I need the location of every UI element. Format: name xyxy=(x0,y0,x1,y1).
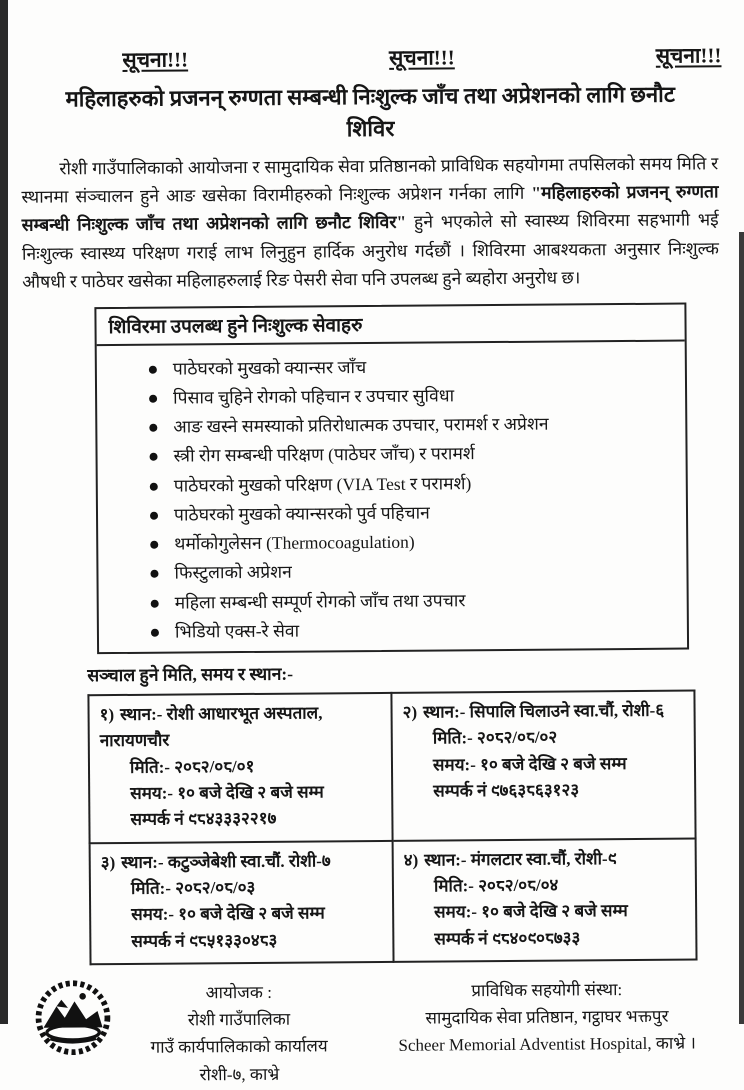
organizer-name: रोशी गाउँपालिका xyxy=(187,1009,291,1030)
entry-number: २) xyxy=(402,702,418,722)
notice-label-left: सूचना!!! xyxy=(122,47,189,72)
service-item: भिडियो एक्स-रे सेवा xyxy=(151,618,677,641)
technical-heading: प्राविधिक सहयोगी संस्था: xyxy=(471,980,623,1001)
schedule-row-2 xyxy=(90,838,697,964)
services-box xyxy=(94,302,689,654)
service-item: पाठेघरको मुखको परिक्षण (VIA Test र परामर्श) xyxy=(150,472,676,495)
page-title-line2: शिविर xyxy=(346,115,395,142)
intro-paragraph-seg1: रोशी गाउँपालिकाको आयोजना र सामुदायिक सेवा प्रतिष्ठानको प्राविधिक सहयोगमा तपसिलको समय मिति र स्थानमा संञ्चालन हुने आङ खसेका विरामीहरुको निःशुल्क अप्रेशन गर्नका लागि xyxy=(21,153,719,207)
organizer-office: गाउँ कार्यपालिकाको कार्यालय xyxy=(150,1036,328,1058)
entry-contact: सम्पर्क नं ९८४३३३२२१७ xyxy=(130,809,277,830)
entry-contact: सम्पर्क नं ९७६३८६३१२३ xyxy=(433,780,580,801)
service-item: आङ खस्ने समस्याको प्रतिरोधात्मक उपचार, परामर्श र अप्रेशन xyxy=(149,414,675,437)
service-item: स्त्री रोग सम्बन्धी परिक्षण (पाठेघर जाँच) र परामर्श xyxy=(149,443,675,466)
service-item: थर्मोकोगुलेसन (Thermocoagulation) xyxy=(150,531,676,554)
technical-partner-2: Scheer Memorial Adventist Hospital, काभ्रे । xyxy=(398,1033,696,1056)
service-item: पाठेघरको मुखको क्यान्सरको पुर्व पहिचान xyxy=(150,501,676,524)
schedule-cell-1 xyxy=(88,693,392,843)
schedule-cell-4 xyxy=(393,838,697,962)
schedule-cell-3 xyxy=(90,841,394,965)
entry-location: स्थान:- रोशी आधारभूत अस्पताल, नारायणचौर xyxy=(99,703,323,751)
technical-partner-block xyxy=(361,973,734,1087)
service-item: पिसाव चुहिने रोगको पहिचान र उपचार सुविधा xyxy=(149,384,675,407)
notice-label-center: सूचना!!! xyxy=(389,45,455,70)
entry-date: मिति:- २०८२/०८/०१ xyxy=(129,756,255,777)
page-title-line1: महिलाहरुको प्रजनन् रुग्णता सम्बन्धी निःशुल्क जाँच तथा अप्रेशनको लागि छनौट xyxy=(65,81,675,112)
schedule-row-1 xyxy=(88,690,695,842)
entry-time: समय:- १० बजे देखि २ बजे सम्म xyxy=(434,901,628,922)
entry-date: मिति:- २०८२/०८/०४ xyxy=(433,875,559,896)
footer xyxy=(12,973,744,1089)
services-list xyxy=(97,341,687,652)
service-item: पाठेघरको मुखको क्यान्सर जाँच xyxy=(149,355,675,378)
service-item: महिला सम्बन्धी सम्पूर्ण रोगको जाँच तथा उपचार xyxy=(151,589,677,612)
municipality-logo-icon xyxy=(32,978,115,1061)
entry-number: ४) xyxy=(403,850,419,870)
entry-location: स्थान:- मंगलटार स्वा.चौं, रोशी-९ xyxy=(424,848,617,870)
schedule-cell-2 xyxy=(391,690,695,840)
schedule-table xyxy=(87,689,697,965)
services-heading: शिविरमा उपलब्ध हुने निःशुल्क सेवाहरु xyxy=(96,304,684,346)
entry-contact: सम्पर्क नं ९८५१३३०४८३ xyxy=(131,930,278,951)
entry-time: समय:- १० बजे देखि २ बजे सम्म xyxy=(131,903,325,925)
intro-paragraph-seg3: हुने भएकोले सो स्वास्थ्य शिविरमा सहभागी भई निःशुल्क स्वास्थ्य परिक्षण गराई लाभ लिनुहुन हार्दिक अनुरोध गर्दछौं । शिविरमा आबश्यकता अनुसार निःशुल्क औषधी र पाठेघर खसेका महिलाहरुलाई रिङ पेसरी सेवा पनि उपलब्ध हुने ब्यहोरा अनुरोध छ। xyxy=(21,209,720,292)
notice-label-right: सूचना!!! xyxy=(655,43,722,68)
entry-location: स्थान:- कटुञ्जेबेशी स्वा.चौं. रोशी-७ xyxy=(121,851,331,872)
notice-row xyxy=(4,41,735,75)
entry-number: १) xyxy=(99,705,115,725)
page-title xyxy=(5,78,736,148)
entry-number: ३) xyxy=(100,852,116,872)
entry-time: समय:- १० बजे देखि २ बजे सम्म xyxy=(130,782,324,803)
technical-partner-1: सामुदायिक सेवा प्रतिष्ठान, गट्ठाघर भक्तपुर xyxy=(425,1006,669,1028)
entry-date: मिति:- २०८२/०८/०२ xyxy=(432,727,558,748)
document-page xyxy=(4,0,743,1085)
organizer-address: रोशी-७, काभ्रे xyxy=(199,1064,280,1085)
intro-paragraph-bold-quote: "महिलाहरुको प्रजनन् रुग्णता सम्बन्धी निःशुल्क जाँच तथा अप्रेशनको लागि छनौट शिविर" xyxy=(21,181,719,236)
entry-date: मिति:- २०८२/०८/०३ xyxy=(130,878,256,898)
organizer-block xyxy=(32,976,359,1089)
schedule-label: सञ्चाल हुने मिति, समय र स्थान:- xyxy=(87,663,294,686)
entry-location: स्थान:- सिपालि चिलाउने स्वा.चौं, रोशी-६ xyxy=(423,700,665,722)
entry-time: समय:- १० बजे देखि २ बजे सम्म xyxy=(432,753,627,775)
entry-contact: सम्पर्क नं ९८४०९०८७३३ xyxy=(434,928,581,949)
organizer-heading: आयोजक : xyxy=(205,982,272,1003)
service-item: फिस्टुलाको अप्रेशन xyxy=(150,560,676,583)
intro-paragraph xyxy=(21,149,719,296)
